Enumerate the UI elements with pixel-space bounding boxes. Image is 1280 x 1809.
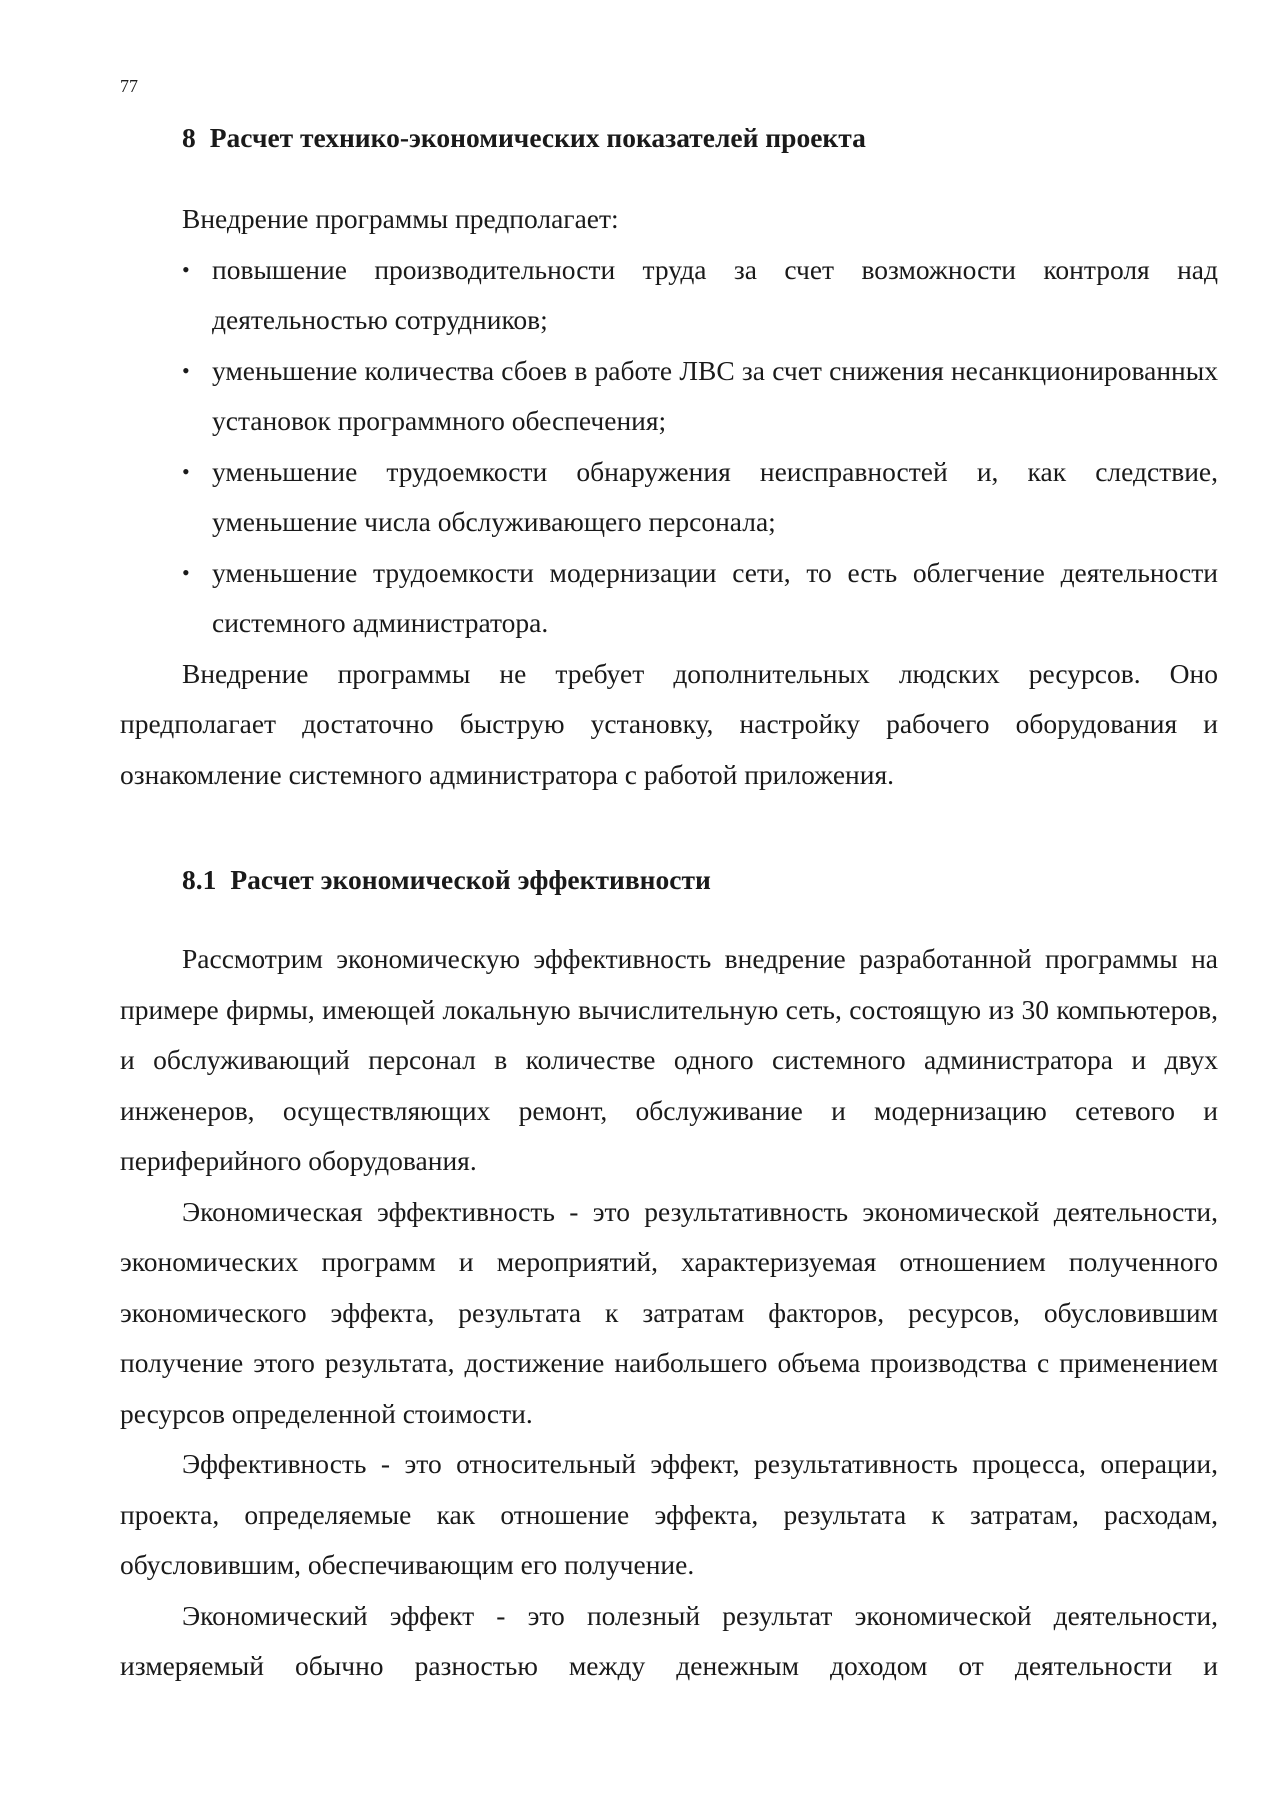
body-paragraph: Эффективность - это относительный эффект, результативность процесса, операции, проекта, определяемые как отношение эффекта, результата к затратам, расходам, обусловившим, обеспечивающим его получение.	[120, 1448, 1218, 1580]
page-number: 77	[120, 76, 138, 96]
section-heading	[120, 118, 1218, 158]
body-paragraph: Экономическая эффективность - это результативность экономической деятельности, экономических программ и мероприятий, характеризуемая отношением полученного экономического эффекта, результата к затратам факторов, ресурсов, обусловившим получение этого результата, достижение наибольшего объема производства с применением ресурсов определенной стоимости.	[120, 1195, 1218, 1429]
section-number: 8	[182, 122, 196, 153]
list-item-text: уменьшение трудоемкости модернизации сети, то есть облегчение деятельности системного администратора.	[212, 556, 1218, 638]
bullet-icon: •	[182, 559, 190, 585]
bullet-icon: •	[182, 357, 190, 383]
body-paragraph: Внедрение программы не требует дополнительных людских ресурсов. Оно предполагает достаточно быструю установку, настройку рабочего оборудования и ознакомление системного администратора с работой приложения.	[120, 657, 1218, 790]
list-item-text: повышение производительности труда за счет возможности контроля над деятельностью сотрудников;	[212, 253, 1218, 335]
section-title: Расчет технико-экономических показателей проекта	[209, 122, 866, 153]
list-item	[120, 245, 1218, 346]
bullet-icon: •	[182, 256, 190, 282]
list-item-text: уменьшение количества сбоев в работе ЛВС за счет снижения несанкционированных установок программного обеспечения;	[212, 354, 1218, 436]
intro-paragraph: Внедрение программы предполагает:	[182, 203, 619, 234]
list-item	[120, 447, 1218, 548]
body-paragraph: Экономический эффект - это полезный результат экономической деятельности, измеряемый обычно разностью между денежным доходом от деятельности и	[120, 1599, 1218, 1681]
subsection-title: Расчет экономической эффективности	[230, 864, 711, 895]
body-paragraph: Рассмотрим экономическую эффективность внедрение разработанной программы на примере фирмы, имеющей локальную вычислительную сеть, состоящую из 30 компьютеров, и обслуживающий персонал в количестве одного системного администратора и двух инженеров, осуществляющих ремонт, обслуживание и модернизацию сетевого и периферийного оборудования.	[120, 943, 1218, 1176]
bullet-list	[120, 245, 1218, 649]
page-content	[120, 118, 1218, 1692]
subsection-number: 8.1	[182, 864, 217, 895]
bullet-icon: •	[182, 458, 190, 484]
subsection-heading	[120, 860, 1218, 900]
list-item	[120, 346, 1218, 447]
list-item-text: уменьшение трудоемкости обнаружения неисправностей и, как следствие, уменьшение числа обслуживающего персонала;	[212, 455, 1218, 537]
list-item	[120, 548, 1218, 649]
